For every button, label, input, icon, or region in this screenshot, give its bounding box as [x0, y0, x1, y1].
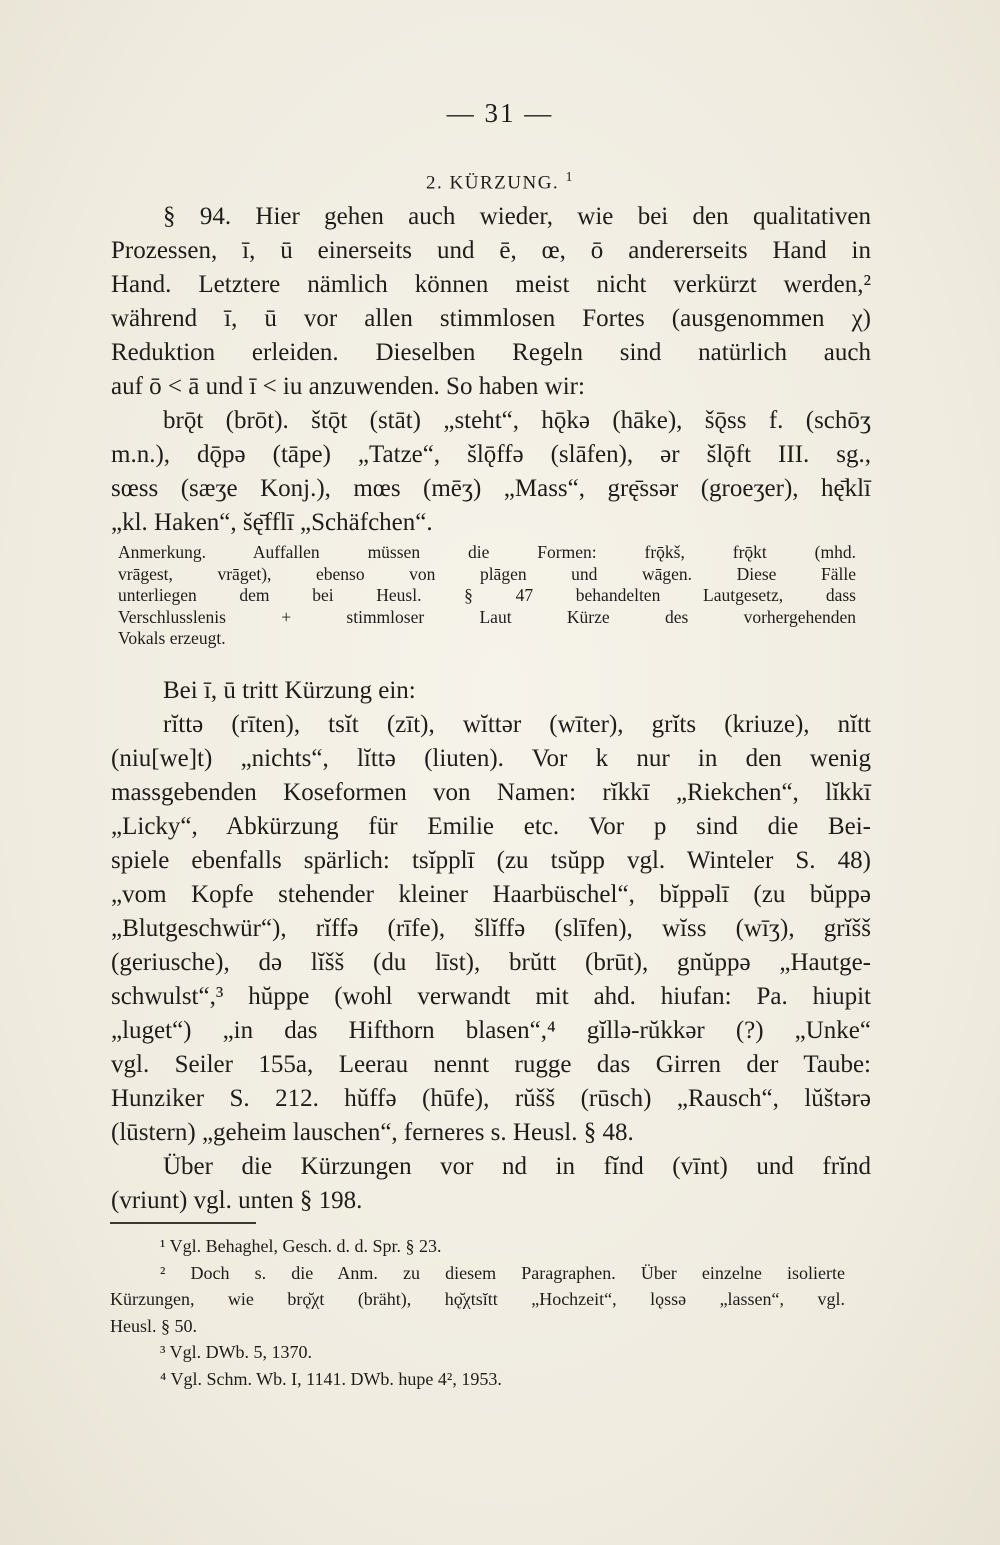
text-line: (niu[we]t) „nichts“, lĭttə (liuten). Vor k nur in den wenig — [111, 745, 871, 772]
note-line: vrāgest, vrāget), ebenso von plāgen und wāgen. Diese Fälle — [118, 563, 856, 584]
text-line: „vom Kopfe stehender kleiner Haarbüschel“, bĭppəlī (zu bŭppə — [111, 881, 871, 908]
text-line: (lūstern) „geheim lauschen“, ferneres s. Heusl. § 48. — [111, 1119, 634, 1146]
text-line: „Licky“, Abkürzung für Emilie etc. Vor p sind die Bei- — [111, 813, 871, 840]
page-number: — 31 — — [446, 98, 554, 128]
text-line: § 94. Hier gehen auch wieder, wie bei den qualitativen — [163, 203, 871, 230]
paragraph-94 — [111, 200, 871, 540]
text-line: sœss (sæʒe Konj.), mœs (mēʒ) „Mass“, grę̄ssər (groeʒer), hę̄klī — [111, 475, 871, 502]
footnote-line: ³ Vgl. DWb. 5, 1370. — [160, 1342, 313, 1362]
text-line: „kl. Haken“, šę̄fflī „Schäfchen“. — [111, 509, 433, 536]
text-line: rĭttə (rīten), tsĭt (zīt), wĭttər (wīter), grĭts (kriuze), nĭtt — [163, 711, 871, 738]
text-line: Über die Kürzungen vor nd in fĭnd (vīnt) und frĭnd — [163, 1153, 871, 1180]
text-line: Bei ī, ū tritt Kürzung ein: — [163, 677, 416, 704]
note-line: Vokals erzeugt. — [118, 628, 226, 648]
footnote-line: ² Doch s. die Anm. zu diesem Paragraphen. Über einzelne isolierte — [160, 1262, 845, 1283]
text-line: Hand. Letztere nämlich können meist nicht verkürzt werden,² — [111, 271, 871, 298]
text-line: brǭt (brōt). štǭt (stāt) „steht“, hǭkə (hāke), šǭss f. (schōʒ — [163, 407, 871, 434]
text-line: Reduktion erleiden. Dieselben Regeln sind natürlich auch — [111, 339, 871, 366]
text-line: m.n.), dǭpə (tāpe) „Tatze“, šlǭffə (slāfen), ər šlǭft III. sg., — [111, 441, 871, 468]
heading-footnote-marker: 1 — [565, 170, 574, 185]
note-line: Anmerkung. Auffallen müssen die Formen: frǭkš, frǭkt (mhd. — [118, 542, 856, 562]
text-line: schwulst“,³ hŭppe (wohl verwandt mit ahd. hiufan: Pa. hiupit — [111, 983, 871, 1010]
paragraph-kuerzung — [111, 674, 871, 1218]
text-line: „Blutgeschwür“), rĭffə (rīfe), šlĭffə (slīfen), wĭss (wīʒ), grĭšš — [111, 915, 871, 942]
note-line: Verschlusslenis + stimmloser Laut Kürze des vorhergehenden — [118, 606, 856, 627]
footnote-line: ¹ Vgl. Behaghel, Gesch. d. d. Spr. § 23. — [160, 1236, 442, 1256]
text-line: Hunziker S. 212. hŭffə (hūfe), rŭšš (rūsch) „Rausch“, lŭštərə — [111, 1085, 871, 1112]
anmerkung-note — [118, 542, 856, 650]
text-line: (geriusche), də lĭšš (du līst), brŭtt (brūt), gnŭppə „Hautge- — [111, 949, 871, 976]
footnote-divider — [110, 1222, 256, 1224]
text-line: „luget“) „in das Hifthorn blasen“,⁴ gĭllə-rŭkkər (?) „Unke“ — [111, 1017, 871, 1044]
footnote-line: ⁴ Vgl. Schm. Wb. I, 1141. DWb. hupe 4², 1953. — [160, 1368, 502, 1389]
text-line: während ī, ū vor allen stimmlosen Fortes (ausgenommen χ) — [111, 305, 871, 332]
text-line: (vriunt) vgl. unten § 198. — [111, 1187, 363, 1214]
text-line: massgebenden Koseformen von Namen: rĭkkī „Riekchen“, lĭkkī — [111, 779, 871, 806]
text-line: spiele ebenfalls spärlich: tsĭpplī (zu tsŭpp vgl. Winteler S. 48) — [111, 847, 871, 874]
text-line: Prozessen, ī, ū einerseits und ē, œ, ō andererseits Hand in — [111, 237, 871, 264]
text-line: auf ō < ā und ī < iu anzuwenden. So haben wir: — [111, 373, 585, 400]
footnote-line: Heusl. § 50. — [110, 1315, 197, 1336]
note-line: unterliegen dem bei Heusl. § 47 behandelten Lautgesetz, dass — [118, 585, 856, 605]
footnotes — [110, 1233, 845, 1392]
footnote-line: Kürzungen, wie brǫ̆χt (bräht), hǫ̆χtsĭtt „Hochzeit“, lǫssə „lassen“, vgl. — [110, 1289, 845, 1309]
text-line: vgl. Seiler 155a, Leerau nennt rugge das Girren der Taube: — [111, 1051, 871, 1078]
heading-text: 2. KÜRZUNG. — [426, 172, 560, 194]
section-heading — [0, 170, 1000, 194]
